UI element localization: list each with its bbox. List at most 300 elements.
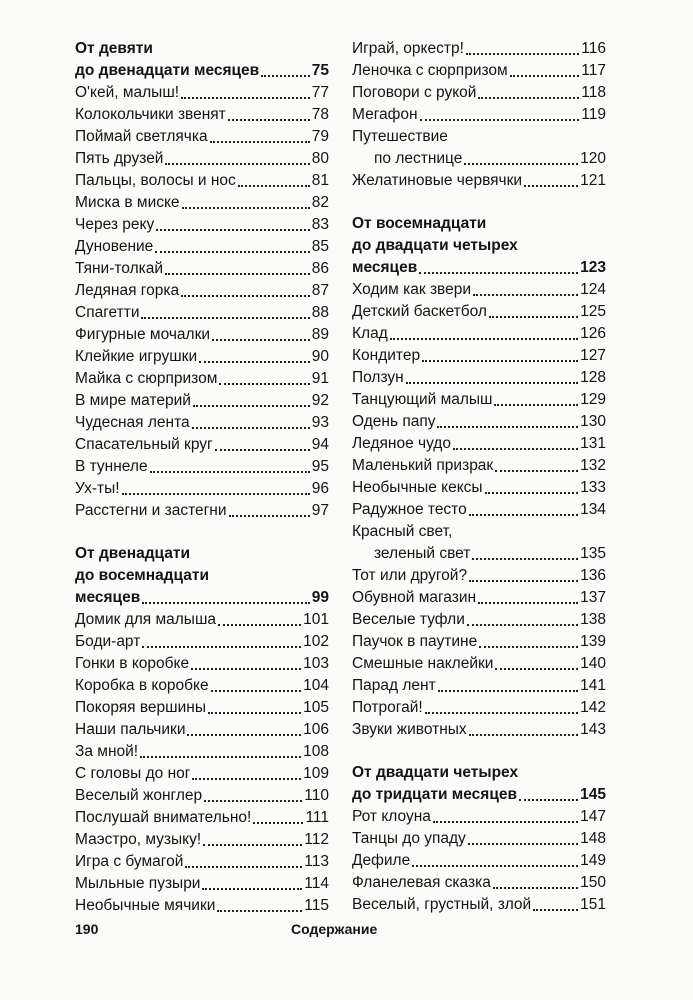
entry-page-number: 75: [311, 62, 329, 79]
entry-page-number: 90: [311, 348, 329, 365]
entry-page-number: 129: [580, 391, 606, 408]
dot-leader: [155, 251, 309, 253]
toc-entry: [352, 565, 606, 587]
dot-leader: [192, 778, 301, 780]
toc-entry: [75, 258, 329, 280]
toc-entry: [75, 807, 329, 829]
toc-entry: [352, 609, 606, 631]
toc-entry: [75, 829, 329, 851]
entry-title: Парад лент: [352, 677, 436, 694]
entry-page-number: 102: [303, 633, 329, 650]
toc-entry: [352, 631, 606, 653]
toc-entry: [75, 434, 329, 456]
entry-title: Клад: [352, 325, 388, 342]
toc-entry: [352, 38, 606, 60]
entry-title: За мной!: [75, 743, 139, 760]
entry-page-number: 80: [311, 150, 329, 167]
dot-leader: [473, 294, 578, 296]
toc-entry: [75, 456, 329, 478]
toc-entry: [352, 587, 606, 609]
section-heading-line: [75, 38, 329, 60]
entry-title: Миска в миске: [75, 194, 180, 211]
entry-page-number: 106: [303, 721, 329, 738]
dot-leader: [485, 492, 579, 494]
entry-page-number: 92: [311, 392, 329, 409]
entry-title: От девяти: [75, 40, 153, 57]
entry-title: В мире материй: [75, 392, 191, 409]
entry-title: месяцев: [75, 589, 141, 606]
dot-leader: [212, 339, 310, 341]
dot-leader: [479, 646, 578, 648]
toc-entry: [75, 697, 329, 719]
entry-title: Поговори с рукой: [352, 84, 477, 101]
entry-title: Боди-арт: [75, 633, 141, 650]
entry-page-number: 82: [311, 194, 329, 211]
entry-page-number: 95: [311, 458, 329, 475]
entry-title: С головы до ног: [75, 765, 191, 782]
entry-page-number: 150: [580, 874, 606, 891]
toc-entry: [352, 104, 606, 126]
entry-title: Желатиновые червячки: [352, 172, 523, 189]
entry-page-number: 101: [303, 611, 329, 628]
dot-leader: [390, 338, 578, 340]
entry-title: Тяни-толкай: [75, 260, 164, 277]
toc-entry: [352, 521, 606, 543]
entry-title: Расстегни и застегни: [75, 502, 227, 519]
entry-title: Играй, оркестр!: [352, 40, 464, 57]
entry-page-number: 77: [311, 84, 329, 101]
dot-leader: [412, 865, 578, 867]
dot-leader: [215, 449, 310, 451]
section-heading-line: [75, 565, 329, 587]
dot-leader: [204, 800, 302, 802]
entry-title: Детский баскетбол: [352, 303, 487, 320]
toc-entry: [75, 390, 329, 412]
entry-title: Мегафон: [352, 106, 418, 123]
entry-page-number: 141: [580, 677, 606, 694]
toc-entry: [75, 741, 329, 763]
toc-entry: [75, 500, 329, 522]
entry-title: От двенадцати: [75, 545, 191, 562]
section-heading-line: [352, 762, 606, 784]
dot-leader: [493, 887, 578, 889]
dot-leader: [199, 361, 310, 363]
entry-page-number: 115: [304, 897, 329, 914]
section-heading-line: [352, 235, 606, 257]
entry-page-number: 110: [304, 787, 329, 804]
entry-page-number: 88: [311, 304, 329, 321]
dot-leader: [182, 207, 310, 209]
toc-entry: [352, 675, 606, 697]
entry-title: Веселые туфли: [352, 611, 465, 628]
entry-page-number: 112: [304, 831, 329, 848]
toc-entry: [352, 126, 606, 148]
dot-leader: [156, 229, 310, 231]
entry-title: Ползун: [352, 369, 404, 386]
entry-title: Веселый, грустный, злой: [352, 896, 532, 913]
toc-entry: [75, 763, 329, 785]
entry-page-number: 78: [311, 106, 329, 123]
entry-page-number: 121: [580, 172, 606, 189]
dot-leader: [218, 624, 301, 626]
dot-leader: [406, 382, 578, 384]
entry-title: Поймай светлячка: [75, 128, 208, 145]
entry-page-number: 136: [580, 567, 606, 584]
dot-leader: [208, 712, 301, 714]
entry-title: Фланелевая сказка: [352, 874, 491, 891]
entry-title: Ходим как звери: [352, 281, 472, 298]
dot-leader: [438, 690, 578, 692]
entry-page-number: 151: [580, 896, 606, 913]
toc-entry: [75, 346, 329, 368]
toc-entry: [352, 697, 606, 719]
toc-entry: [352, 411, 606, 433]
entry-title: О'кей, малыш!: [75, 84, 180, 101]
toc-entry: [75, 104, 329, 126]
entry-title: Красный свет,: [352, 523, 453, 540]
entry-page-number: 109: [303, 765, 329, 782]
dot-leader: [495, 668, 578, 670]
entry-page-number: 126: [580, 325, 606, 342]
dot-leader: [202, 888, 302, 890]
toc-entry: [352, 653, 606, 675]
toc-entry: [75, 126, 329, 148]
entry-page-number: 140: [580, 655, 606, 672]
dot-leader: [217, 910, 302, 912]
dot-leader: [425, 712, 578, 714]
dot-leader: [191, 668, 301, 670]
entry-page-number: 133: [580, 479, 606, 496]
dot-leader: [464, 163, 578, 165]
section-gap: [352, 741, 606, 762]
entry-page-number: 103: [303, 655, 329, 672]
entry-title: по лестнице: [374, 150, 463, 167]
entry-title: Фигурные мочалки: [75, 326, 211, 343]
dot-leader: [524, 185, 578, 187]
entry-page-number: 116: [581, 40, 606, 57]
entry-title: Кондитер: [352, 347, 421, 364]
dot-leader: [192, 427, 310, 429]
entry-title: Звуки животных: [352, 721, 467, 738]
entry-title: Покоряя вершины: [75, 699, 206, 716]
toc-entry: [75, 412, 329, 434]
section-heading-line: [352, 213, 606, 235]
toc-entry: [75, 895, 329, 917]
entry-title: Дуновение: [75, 238, 154, 255]
dot-leader: [238, 185, 310, 187]
entry-page-number: 147: [580, 808, 606, 825]
dot-leader: [519, 799, 578, 801]
entry-title: Маленький призрак: [352, 457, 494, 474]
entry-page-number: 148: [580, 830, 606, 847]
dot-leader: [469, 514, 578, 516]
entry-page-number: 104: [303, 677, 329, 694]
entry-title: Ледяная горка: [75, 282, 180, 299]
entry-page-number: 87: [311, 282, 329, 299]
section-heading-line: [352, 784, 606, 806]
entry-page-number: 120: [580, 150, 606, 167]
toc-entry: [352, 148, 606, 170]
dot-leader: [261, 75, 310, 77]
toc-entry: [75, 368, 329, 390]
toc-entry: [352, 170, 606, 192]
entry-title: Веселый жонглер: [75, 787, 203, 804]
toc-entry: [75, 148, 329, 170]
page-footer: [75, 918, 606, 940]
entry-page-number: 130: [580, 413, 606, 430]
entry-page-number: 85: [311, 238, 329, 255]
entry-page-number: 142: [580, 699, 606, 716]
entry-page-number: 81: [311, 172, 329, 189]
toc-entry: [352, 389, 606, 411]
entry-title: Тот или другой?: [352, 567, 468, 584]
entry-page-number: 94: [311, 436, 329, 453]
dot-leader: [472, 558, 578, 560]
entry-page-number: 117: [581, 62, 606, 79]
toc-entry: [75, 170, 329, 192]
entry-title: Необычные кексы: [352, 479, 483, 496]
toc-column-left: [75, 38, 329, 917]
dot-leader: [165, 163, 309, 165]
toc-entry: [352, 323, 606, 345]
toc-entry: [75, 631, 329, 653]
entry-title: Леночка с сюрпризом: [352, 62, 508, 79]
entry-page-number: 124: [580, 281, 606, 298]
entry-page-number: 96: [311, 480, 329, 497]
entry-page-number: 108: [303, 743, 329, 760]
running-title: Содержание: [291, 921, 378, 937]
toc-entry: [75, 609, 329, 631]
toc-entry: [352, 894, 606, 916]
dot-leader: [203, 844, 302, 846]
toc-entry: [75, 192, 329, 214]
entry-title: Послушай внимательно!: [75, 809, 252, 826]
page-number: 190: [75, 921, 99, 937]
entry-page-number: 125: [580, 303, 606, 320]
toc-entry: [75, 653, 329, 675]
section-heading-line: [75, 60, 329, 82]
dot-leader: [433, 821, 578, 823]
entry-page-number: 93: [311, 414, 329, 431]
dot-leader: [193, 405, 310, 407]
dot-leader: [495, 470, 578, 472]
dot-leader: [229, 515, 310, 517]
toc-entry: [352, 719, 606, 741]
entry-title: Коробка в коробке: [75, 677, 209, 694]
entry-title: Майка с сюрпризом: [75, 370, 218, 387]
dot-leader: [140, 756, 301, 758]
dot-leader: [187, 734, 301, 736]
toc-entry: [352, 433, 606, 455]
toc-entry: [352, 477, 606, 499]
toc-entry: [75, 214, 329, 236]
entry-page-number: 139: [580, 633, 606, 650]
entry-page-number: 131: [580, 435, 606, 452]
entry-page-number: 132: [580, 457, 606, 474]
entry-title: Клейкие игрушки: [75, 348, 198, 365]
entry-page-number: 123: [580, 259, 606, 276]
entry-page-number: 79: [311, 128, 329, 145]
entry-title: Домик для малыша: [75, 611, 216, 628]
entry-title: Колокольчики звенят: [75, 106, 226, 123]
entry-title: Паучок в паутине: [352, 633, 478, 650]
entry-title: до тридцати месяцев: [352, 786, 518, 803]
entry-title: Гонки в коробке: [75, 655, 190, 672]
toc-entry: [352, 806, 606, 828]
entry-page-number: 111: [305, 809, 329, 826]
entry-title: до двенадцати месяцев: [75, 62, 260, 79]
entry-page-number: 145: [580, 786, 606, 803]
dot-leader: [489, 316, 578, 318]
toc-entry: [75, 236, 329, 258]
entry-title: Спагетти: [75, 304, 140, 321]
toc-entry: [352, 345, 606, 367]
toc-entry: [75, 873, 329, 895]
entry-title: Маэстро, музыку!: [75, 831, 202, 848]
dot-leader: [122, 493, 310, 495]
entry-title: Потрогай!: [352, 699, 423, 716]
dot-leader: [469, 580, 578, 582]
entry-page-number: 91: [311, 370, 329, 387]
dot-leader: [142, 602, 310, 604]
entry-page-number: 99: [311, 589, 329, 606]
entry-title: Чудесная лента: [75, 414, 190, 431]
toc-entry: [352, 301, 606, 323]
toc-entry: [352, 455, 606, 477]
toc-entry: [75, 324, 329, 346]
entry-page-number: 134: [580, 501, 606, 518]
toc-entry: [75, 851, 329, 873]
entry-page-number: 97: [311, 502, 329, 519]
entry-title: месяцев: [352, 259, 418, 276]
entry-page-number: 89: [311, 326, 329, 343]
entry-title: Дефиле: [352, 852, 411, 869]
entry-title: Пальцы, волосы и нос: [75, 172, 236, 189]
toc-entry: [352, 850, 606, 872]
entry-page-number: 143: [580, 721, 606, 738]
entry-title: Спасательный круг: [75, 436, 213, 453]
entry-title: Ух-ты!: [75, 480, 120, 497]
dot-leader: [437, 426, 578, 428]
toc-entry: [352, 543, 606, 565]
toc-entry: [352, 367, 606, 389]
dot-leader: [210, 141, 310, 143]
entry-title: зеленый свет: [374, 545, 471, 562]
toc-entry: [75, 82, 329, 104]
toc-entry: [352, 872, 606, 894]
dot-leader: [494, 404, 578, 406]
entry-title: Рот клоуна: [352, 808, 431, 825]
dot-leader: [468, 843, 578, 845]
entry-title: Танцы до упаду: [352, 830, 466, 847]
toc-entry: [75, 478, 329, 500]
entry-page-number: 127: [580, 347, 606, 364]
entry-title: Мыльные пузыри: [75, 875, 201, 892]
entry-title: Наши пальчики: [75, 721, 186, 738]
entry-title: Необычные мячики: [75, 897, 216, 914]
entry-title: до восемнадцати: [75, 567, 209, 584]
dot-leader: [533, 909, 578, 911]
toc-entry: [352, 499, 606, 521]
section-heading-line: [75, 587, 329, 609]
dot-leader: [478, 97, 579, 99]
toc-entry: [75, 280, 329, 302]
dot-leader: [253, 822, 303, 824]
dot-leader: [478, 602, 578, 604]
entry-page-number: 137: [580, 589, 606, 606]
toc-entry: [75, 719, 329, 741]
dot-leader: [469, 734, 578, 736]
dot-leader: [467, 624, 578, 626]
toc-entry: [352, 279, 606, 301]
section-heading-line: [352, 257, 606, 279]
entry-title: Ледяное чудо: [352, 435, 451, 452]
entry-page-number: 149: [580, 852, 606, 869]
dot-leader: [453, 448, 578, 450]
section-gap: [352, 192, 606, 213]
section-heading-line: [75, 543, 329, 565]
entry-title: Обувной магазин: [352, 589, 477, 606]
dot-leader: [420, 119, 580, 121]
dot-leader: [142, 646, 301, 648]
entry-title: Танцующий малыш: [352, 391, 493, 408]
toc-entry: [352, 82, 606, 104]
entry-page-number: 138: [580, 611, 606, 628]
entry-title: Смешные наклейки: [352, 655, 494, 672]
entry-title: В туннеле: [75, 458, 148, 475]
entry-title: Игра с бумагой: [75, 853, 184, 870]
entry-page-number: 113: [304, 853, 329, 870]
entry-page-number: 135: [580, 545, 606, 562]
dot-leader: [185, 866, 302, 868]
entry-title: Пять друзей: [75, 150, 164, 167]
entry-title: От восемнадцати: [352, 215, 487, 232]
dot-leader: [422, 360, 578, 362]
dot-leader: [141, 317, 309, 319]
dot-leader: [181, 97, 310, 99]
dot-leader: [211, 690, 301, 692]
toc-entry: [75, 302, 329, 324]
entry-title: Одень папу: [352, 413, 436, 430]
entry-page-number: 118: [581, 84, 606, 101]
dot-leader: [181, 295, 310, 297]
toc-entry: [352, 828, 606, 850]
entry-title: Путешествие: [352, 128, 448, 145]
toc-entry: [75, 675, 329, 697]
entry-title: От двадцати четырех: [352, 764, 519, 781]
entry-title: Радужное тесто: [352, 501, 467, 518]
entry-page-number: 128: [580, 369, 606, 386]
section-gap: [75, 522, 329, 543]
dot-leader: [165, 273, 310, 275]
dot-leader: [466, 53, 579, 55]
entry-page-number: 105: [303, 699, 329, 716]
entry-page-number: 83: [311, 216, 329, 233]
dot-leader: [150, 471, 310, 473]
dot-leader: [419, 272, 578, 274]
entry-page-number: 114: [304, 875, 329, 892]
toc-column-right: [352, 38, 606, 916]
entry-title: Через реку: [75, 216, 155, 233]
dot-leader: [219, 383, 309, 385]
dot-leader: [510, 75, 580, 77]
toc-entry: [352, 60, 606, 82]
entry-page-number: 86: [311, 260, 329, 277]
dot-leader: [228, 119, 310, 121]
entry-title: до двадцати четырех: [352, 237, 518, 254]
toc-entry: [75, 785, 329, 807]
entry-page-number: 119: [581, 106, 606, 123]
